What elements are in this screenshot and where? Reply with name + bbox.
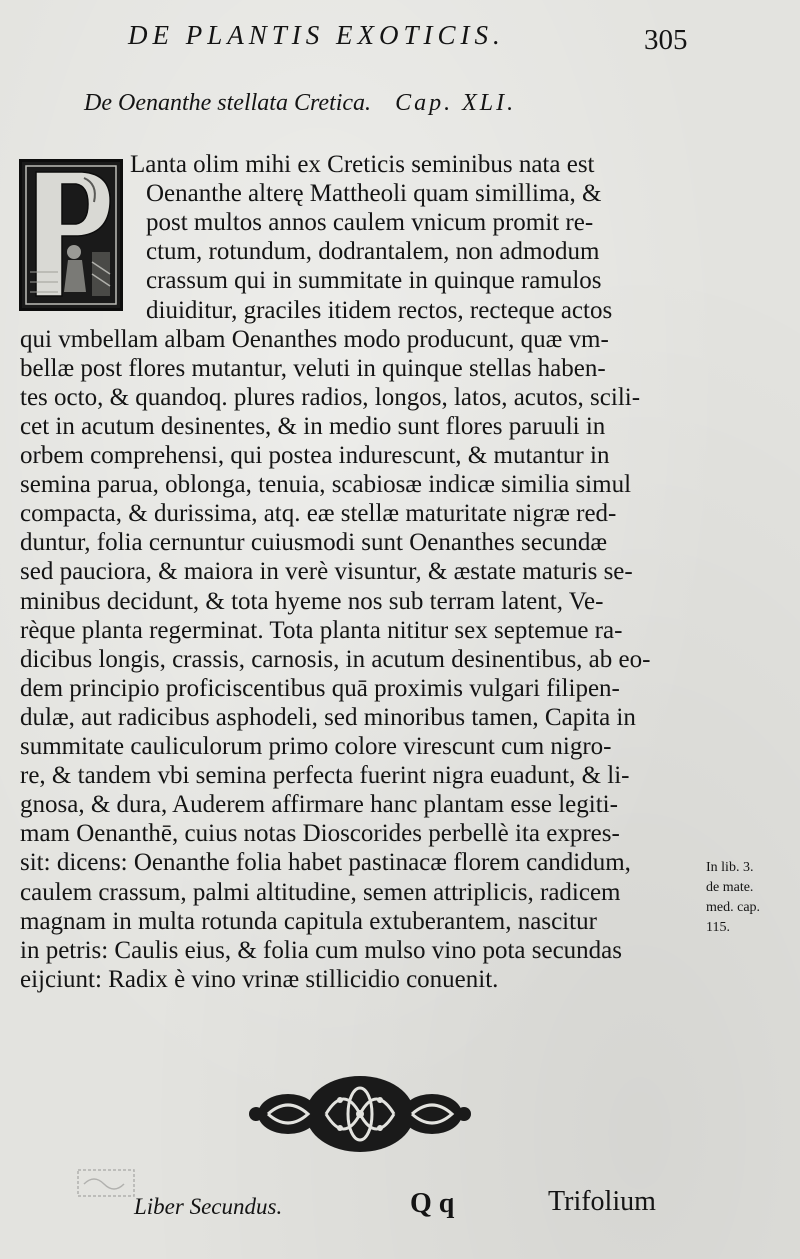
decorated-initial-graphic xyxy=(22,162,120,308)
body-text-line: dicibus longis, crassis, carnosis, in acutum desinentibus, ab eo- xyxy=(20,645,651,673)
body-text-line: gnosa, & dura, Auderem affirmare hanc plantam esse legiti- xyxy=(20,791,618,819)
body-text-line: duntur, folia cernuntur cuiusmodi sunt Oenanthes secundæ xyxy=(20,529,608,557)
body-text-line: magnam in multa rotunda capitula extuberantem, nascitur xyxy=(20,907,597,935)
body-text-line: Lanta olim mihi ex Creticis seminibus nata est xyxy=(130,151,595,178)
body-text-line: minibus decidunt, & tota hyeme nos sub terram latent, Ve- xyxy=(20,587,604,615)
page-number: 305 xyxy=(644,24,688,56)
chapter-title: De Oenanthe stellata Cretica. xyxy=(84,90,372,116)
footer-book-title: Liber Secundus. xyxy=(134,1194,283,1219)
body-text-line: post multos annos caulem vnicum promit re- xyxy=(146,209,594,237)
body-text-line: orbem comprehensi, qui postea indurescunt, & mutantur in xyxy=(20,442,610,469)
body-text-line: in petris: Caulis eius, & folia cum mulso vino pota secundas xyxy=(20,936,623,964)
marginal-note-line: de mate. xyxy=(706,880,754,895)
body-text-line: summitate cauliculorum primo colore virescunt cum nigro- xyxy=(20,733,612,760)
body-text-line: qui vmbellam albam Oenanthes modo producunt, quæ vm- xyxy=(20,325,609,353)
body-text-line: re, & tandem vbi semina perfecta fuerint nigra euadunt, & li- xyxy=(20,762,630,790)
body-text-line: eijciunt: Radix è vino vrinæ stillicidio conuenit. xyxy=(20,965,499,993)
ornament-graphic xyxy=(248,1070,472,1158)
chapter-heading xyxy=(84,90,516,117)
body-text-line: dulæ, aut radicibus asphodeli, sed minoribus tamen, Capita in xyxy=(20,703,636,731)
body-text-line: semina parua, oblonga, tenuia, scabiosæ indicæ similia simul xyxy=(20,471,632,499)
body-text-line: Oenanthe alterę Mattheoli quam simillima, & xyxy=(146,180,602,208)
body-text-line: sit: dicens: Oenanthe folia habet pastinacæ florem candidum, xyxy=(20,849,631,877)
body-text-line: sed pauciora, & maiora in verè visuntur, & æstate maturis se- xyxy=(20,558,633,586)
body-text-line: caulem crassum, palmi altitudine, semen attriplicis, radicem xyxy=(20,878,621,906)
signature-mark: Q q xyxy=(410,1188,455,1219)
marginal-note-line: In lib. 3. xyxy=(706,860,754,875)
body-text-line: bellæ post flores mutantur, veluti in quinque stellas haben- xyxy=(20,354,606,382)
body-text-line: cet in acutum desinentes, & in medio sunt flores paruuli in xyxy=(20,412,606,440)
body-text-line: ctum, rotundum, dodrantalem, non admodum xyxy=(146,238,600,266)
marginal-note xyxy=(706,858,794,938)
decorative-ornament xyxy=(248,1070,472,1158)
marginal-note-line: med. cap. xyxy=(706,900,761,915)
body-text-line: dem principio proficiscentibus quā proximis vulgari filipen- xyxy=(20,674,620,702)
body-text-line: tes octo, & quandoq. plures radios, longos, latos, acutos, scili- xyxy=(20,383,641,411)
catchword: Trifolium xyxy=(548,1186,656,1217)
body-text-line: mam Oenanthē, cuius notas Dioscorides perbellè ita expres- xyxy=(20,820,620,848)
body-text-line: crassum qui in summitate in quinque ramulos xyxy=(146,267,602,295)
faded-library-stamp xyxy=(76,1166,136,1200)
running-title: DE PLANTIS EXOTICIS. xyxy=(128,20,505,50)
body-text-line: diuiditur, graciles itidem rectos, recteque actos xyxy=(146,296,613,324)
body-text-line: rèque planta regerminat. Tota planta nititur sex septemue ra- xyxy=(20,616,623,644)
body-text-line: compacta, & durissima, atq. eæ stellæ maturitate nigræ red- xyxy=(20,500,617,528)
decorated-initial-p xyxy=(19,159,123,311)
chapter-number: Cap. XLI. xyxy=(395,90,517,116)
marginal-note-line: 115. xyxy=(706,920,730,935)
